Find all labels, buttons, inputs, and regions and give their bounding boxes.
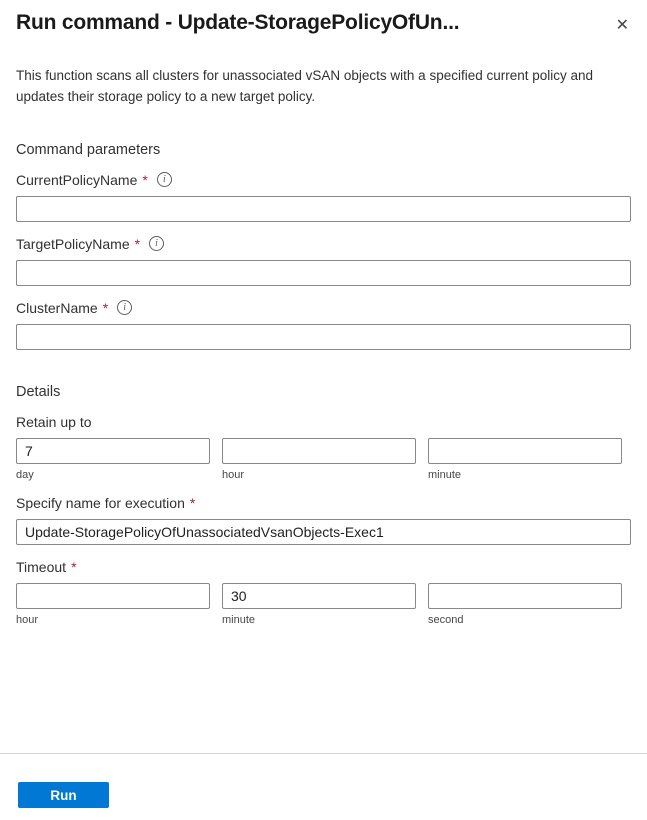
field-label-row (16, 172, 631, 188)
execution-name-input[interactable] (16, 519, 631, 545)
timeout-minute-column (222, 583, 416, 626)
field-retain-up-to (16, 414, 631, 430)
field-timeout (16, 559, 631, 575)
target-policy-name-input[interactable] (16, 260, 631, 286)
timeout-second-column (428, 583, 622, 626)
field-execution-name (16, 495, 631, 545)
section-command-parameters: Command parameters (16, 141, 161, 158)
timeout-second-unit-label: second (428, 613, 464, 626)
field-label-row (16, 495, 631, 511)
required-asterisk: * (142, 171, 148, 188)
retain-up-to-label: Retain up to (16, 413, 92, 430)
panel-description: This function scans all clusters for unassociated vSAN objects with a specified current policy and updates their storage policy to a new target policy. (16, 68, 594, 104)
timeout-minute-unit-label: minute (222, 613, 256, 626)
close-icon: ✕ (615, 17, 629, 34)
retain-day-column (16, 438, 210, 481)
field-label-row (16, 559, 631, 575)
timeout-minute-input[interactable] (222, 583, 416, 609)
retain-hour-input[interactable] (222, 438, 416, 464)
retain-hour-column (222, 438, 416, 481)
timeout-hour-unit-label: hour (16, 613, 39, 626)
required-asterisk: * (71, 558, 77, 575)
retain-hour-unit-label: hour (222, 468, 245, 481)
close-button[interactable] (614, 16, 631, 36)
retain-minute-input[interactable] (428, 438, 622, 464)
timeout-inputs (16, 583, 631, 626)
required-asterisk: * (134, 235, 141, 252)
field-current-policy-name (16, 172, 631, 222)
field-label-row (16, 414, 631, 430)
field-target-policy-name (16, 236, 631, 286)
info-icon[interactable] (117, 300, 132, 315)
timeout-second-input[interactable] (428, 583, 622, 609)
required-asterisk: * (102, 299, 109, 316)
field-label-row (16, 236, 631, 252)
panel-header (0, 0, 647, 36)
info-glyph: i (123, 301, 127, 313)
timeout-hour-column (16, 583, 210, 626)
retain-day-unit-label: day (16, 468, 34, 481)
panel-footer (0, 753, 647, 820)
cluster-name-label: ClusterName (16, 299, 98, 316)
retain-up-to-inputs (16, 438, 631, 481)
info-icon[interactable] (157, 172, 172, 187)
target-policy-name-label: TargetPolicyName (16, 235, 130, 252)
run-button[interactable]: Run (18, 782, 109, 808)
retain-day-input[interactable] (16, 438, 210, 464)
retain-minute-column (428, 438, 622, 481)
timeout-hour-input[interactable] (16, 583, 210, 609)
required-asterisk: * (189, 494, 196, 511)
timeout-label: Timeout (16, 558, 67, 575)
retain-minute-unit-label: minute (428, 468, 462, 481)
field-label-row (16, 300, 631, 316)
section-details: Details (16, 383, 61, 400)
field-cluster-name (16, 300, 631, 350)
current-policy-name-label: CurrentPolicyName (16, 171, 138, 188)
current-policy-name-input[interactable] (16, 196, 631, 222)
info-glyph: i (155, 237, 158, 249)
info-glyph: i (162, 173, 166, 185)
info-icon[interactable] (149, 236, 164, 251)
execution-name-label: Specify name for execution (16, 494, 185, 511)
page-title: Run command - Update-StoragePolicyOfUn... (16, 11, 460, 34)
cluster-name-input[interactable] (16, 324, 631, 350)
